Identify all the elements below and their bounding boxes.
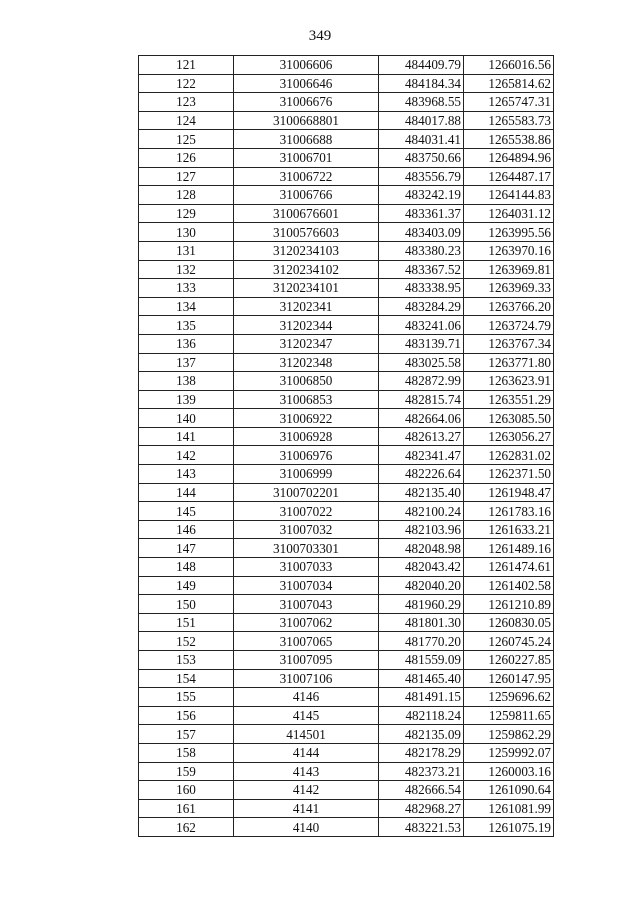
x-coordinate-cell: 483968.55 (379, 93, 464, 112)
row-number-cell: 141 (139, 427, 234, 446)
x-coordinate-cell: 482118.24 (379, 706, 464, 725)
row-number-cell: 156 (139, 706, 234, 725)
y-coordinate-cell: 1264144.83 (464, 186, 554, 205)
table-row (139, 669, 554, 688)
table-row (139, 130, 554, 149)
y-coordinate-cell: 1260003.16 (464, 762, 554, 781)
point-id-cell: 3100668801 (234, 111, 379, 130)
x-coordinate-cell: 482103.96 (379, 520, 464, 539)
y-coordinate-cell: 1265583.73 (464, 111, 554, 130)
table-row (139, 334, 554, 353)
row-number-cell: 162 (139, 818, 234, 837)
table-row (139, 706, 554, 725)
y-coordinate-cell: 1263623.91 (464, 372, 554, 391)
point-id-cell: 31007034 (234, 576, 379, 595)
y-coordinate-cell: 1260227.85 (464, 651, 554, 670)
y-coordinate-cell: 1261474.61 (464, 558, 554, 577)
row-number-cell: 155 (139, 688, 234, 707)
x-coordinate-cell: 482043.42 (379, 558, 464, 577)
y-coordinate-cell: 1262371.50 (464, 465, 554, 484)
y-coordinate-cell: 1261633.21 (464, 520, 554, 539)
table-row (139, 241, 554, 260)
y-coordinate-cell: 1261090.64 (464, 781, 554, 800)
table-row (139, 297, 554, 316)
row-number-cell: 161 (139, 799, 234, 818)
row-number-cell: 148 (139, 558, 234, 577)
table-row (139, 409, 554, 428)
table-row (139, 651, 554, 670)
y-coordinate-cell: 1263771.80 (464, 353, 554, 372)
x-coordinate-cell: 482872.99 (379, 372, 464, 391)
x-coordinate-cell: 482178.29 (379, 743, 464, 762)
row-number-cell: 137 (139, 353, 234, 372)
y-coordinate-cell: 1263056.27 (464, 427, 554, 446)
y-coordinate-cell: 1263766.20 (464, 297, 554, 316)
y-coordinate-cell: 1259992.07 (464, 743, 554, 762)
table-row (139, 111, 554, 130)
point-id-cell: 3100676601 (234, 204, 379, 223)
y-coordinate-cell: 1265814.62 (464, 74, 554, 93)
point-id-cell: 31006853 (234, 390, 379, 409)
row-number-cell: 158 (139, 743, 234, 762)
x-coordinate-cell: 483284.29 (379, 297, 464, 316)
y-coordinate-cell: 1264031.12 (464, 204, 554, 223)
x-coordinate-cell: 483380.23 (379, 241, 464, 260)
x-coordinate-cell: 483139.71 (379, 334, 464, 353)
x-coordinate-cell: 482341.47 (379, 446, 464, 465)
point-id-cell: 31007095 (234, 651, 379, 670)
table-row (139, 688, 554, 707)
point-id-cell: 3100703301 (234, 539, 379, 558)
table-row (139, 260, 554, 279)
table-row (139, 93, 554, 112)
x-coordinate-cell: 483750.66 (379, 148, 464, 167)
table-row (139, 390, 554, 409)
row-number-cell: 157 (139, 725, 234, 744)
x-coordinate-cell: 483367.52 (379, 260, 464, 279)
coordinates-table (138, 55, 554, 837)
x-coordinate-cell: 483242.19 (379, 186, 464, 205)
table-row (139, 223, 554, 242)
x-coordinate-cell: 481491.15 (379, 688, 464, 707)
table-row (139, 725, 554, 744)
row-number-cell: 154 (139, 669, 234, 688)
row-number-cell: 133 (139, 279, 234, 298)
row-number-cell: 129 (139, 204, 234, 223)
y-coordinate-cell: 1261948.47 (464, 483, 554, 502)
table-row (139, 539, 554, 558)
table-row (139, 316, 554, 335)
point-id-cell: 4146 (234, 688, 379, 707)
table-row (139, 558, 554, 577)
point-id-cell: 31006701 (234, 148, 379, 167)
point-id-cell: 31202348 (234, 353, 379, 372)
row-number-cell: 143 (139, 465, 234, 484)
table-row (139, 483, 554, 502)
x-coordinate-cell: 481801.30 (379, 613, 464, 632)
y-coordinate-cell: 1264487.17 (464, 167, 554, 186)
y-coordinate-cell: 1261402.58 (464, 576, 554, 595)
y-coordinate-cell: 1261783.16 (464, 502, 554, 521)
point-id-cell: 4143 (234, 762, 379, 781)
point-id-cell: 31006999 (234, 465, 379, 484)
point-id-cell: 31007062 (234, 613, 379, 632)
y-coordinate-cell: 1260830.05 (464, 613, 554, 632)
x-coordinate-cell: 483221.53 (379, 818, 464, 837)
row-number-cell: 135 (139, 316, 234, 335)
y-coordinate-cell: 1263085.50 (464, 409, 554, 428)
point-id-cell: 3120234101 (234, 279, 379, 298)
table-row (139, 465, 554, 484)
point-id-cell: 31006928 (234, 427, 379, 446)
point-id-cell: 3120234103 (234, 241, 379, 260)
x-coordinate-cell: 481770.20 (379, 632, 464, 651)
table-row (139, 353, 554, 372)
x-coordinate-cell: 483403.09 (379, 223, 464, 242)
point-id-cell: 4142 (234, 781, 379, 800)
y-coordinate-cell: 1265538.86 (464, 130, 554, 149)
row-number-cell: 144 (139, 483, 234, 502)
y-coordinate-cell: 1261210.89 (464, 595, 554, 614)
y-coordinate-cell: 1263995.56 (464, 223, 554, 242)
x-coordinate-cell: 482100.24 (379, 502, 464, 521)
x-coordinate-cell: 482373.21 (379, 762, 464, 781)
row-number-cell: 152 (139, 632, 234, 651)
table-row (139, 595, 554, 614)
y-coordinate-cell: 1263551.29 (464, 390, 554, 409)
table-row (139, 762, 554, 781)
x-coordinate-cell: 483556.79 (379, 167, 464, 186)
y-coordinate-cell: 1261489.16 (464, 539, 554, 558)
y-coordinate-cell: 1263767.34 (464, 334, 554, 353)
point-id-cell: 31007065 (234, 632, 379, 651)
point-id-cell: 3100702201 (234, 483, 379, 502)
row-number-cell: 151 (139, 613, 234, 632)
table-row (139, 74, 554, 93)
x-coordinate-cell: 483338.95 (379, 279, 464, 298)
point-id-cell: 31007033 (234, 558, 379, 577)
table-row (139, 502, 554, 521)
point-id-cell: 31007032 (234, 520, 379, 539)
point-id-cell: 31202341 (234, 297, 379, 316)
point-id-cell: 3100576603 (234, 223, 379, 242)
row-number-cell: 127 (139, 167, 234, 186)
x-coordinate-cell: 484184.34 (379, 74, 464, 93)
point-id-cell: 31006676 (234, 93, 379, 112)
row-number-cell: 121 (139, 56, 234, 75)
point-id-cell: 4141 (234, 799, 379, 818)
table-row (139, 818, 554, 837)
y-coordinate-cell: 1259696.62 (464, 688, 554, 707)
table-row (139, 781, 554, 800)
row-number-cell: 140 (139, 409, 234, 428)
x-coordinate-cell: 483361.37 (379, 204, 464, 223)
x-coordinate-cell: 482226.64 (379, 465, 464, 484)
y-coordinate-cell: 1261081.99 (464, 799, 554, 818)
point-id-cell: 31006922 (234, 409, 379, 428)
point-id-cell: 31006646 (234, 74, 379, 93)
row-number-cell: 150 (139, 595, 234, 614)
point-id-cell: 31006850 (234, 372, 379, 391)
x-coordinate-cell: 481559.09 (379, 651, 464, 670)
x-coordinate-cell: 482968.27 (379, 799, 464, 818)
x-coordinate-cell: 484031.41 (379, 130, 464, 149)
y-coordinate-cell: 1260147.95 (464, 669, 554, 688)
x-coordinate-cell: 482048.98 (379, 539, 464, 558)
y-coordinate-cell: 1259862.29 (464, 725, 554, 744)
point-id-cell: 31202347 (234, 334, 379, 353)
row-number-cell: 139 (139, 390, 234, 409)
row-number-cell: 128 (139, 186, 234, 205)
table-row (139, 279, 554, 298)
table-row (139, 799, 554, 818)
point-id-cell: 31006606 (234, 56, 379, 75)
table-row (139, 204, 554, 223)
point-id-cell: 4145 (234, 706, 379, 725)
table-row (139, 632, 554, 651)
point-id-cell: 4140 (234, 818, 379, 837)
row-number-cell: 125 (139, 130, 234, 149)
point-id-cell: 31007022 (234, 502, 379, 521)
y-coordinate-cell: 1263724.79 (464, 316, 554, 335)
row-number-cell: 123 (139, 93, 234, 112)
table-row (139, 613, 554, 632)
x-coordinate-cell: 483025.58 (379, 353, 464, 372)
table-row (139, 186, 554, 205)
row-number-cell: 160 (139, 781, 234, 800)
x-coordinate-cell: 481465.40 (379, 669, 464, 688)
row-number-cell: 122 (139, 74, 234, 93)
y-coordinate-cell: 1260745.24 (464, 632, 554, 651)
row-number-cell: 149 (139, 576, 234, 595)
row-number-cell: 147 (139, 539, 234, 558)
y-coordinate-cell: 1265747.31 (464, 93, 554, 112)
point-id-cell: 31007106 (234, 669, 379, 688)
y-coordinate-cell: 1261075.19 (464, 818, 554, 837)
y-coordinate-cell: 1264894.96 (464, 148, 554, 167)
x-coordinate-cell: 482135.09 (379, 725, 464, 744)
table-row (139, 446, 554, 465)
row-number-cell: 142 (139, 446, 234, 465)
point-id-cell: 414501 (234, 725, 379, 744)
x-coordinate-cell: 481960.29 (379, 595, 464, 614)
point-id-cell: 31006688 (234, 130, 379, 149)
x-coordinate-cell: 482135.40 (379, 483, 464, 502)
y-coordinate-cell: 1263970.16 (464, 241, 554, 260)
x-coordinate-cell: 484017.88 (379, 111, 464, 130)
point-id-cell: 3120234102 (234, 260, 379, 279)
x-coordinate-cell: 482815.74 (379, 390, 464, 409)
point-id-cell: 31006766 (234, 186, 379, 205)
x-coordinate-cell: 483241.06 (379, 316, 464, 335)
row-number-cell: 136 (139, 334, 234, 353)
row-number-cell: 153 (139, 651, 234, 670)
point-id-cell: 4144 (234, 743, 379, 762)
y-coordinate-cell: 1259811.65 (464, 706, 554, 725)
point-id-cell: 31006722 (234, 167, 379, 186)
row-number-cell: 131 (139, 241, 234, 260)
table-body (139, 56, 554, 837)
row-number-cell: 134 (139, 297, 234, 316)
table-row (139, 576, 554, 595)
table-row (139, 743, 554, 762)
row-number-cell: 138 (139, 372, 234, 391)
point-id-cell: 31006976 (234, 446, 379, 465)
row-number-cell: 146 (139, 520, 234, 539)
x-coordinate-cell: 482666.54 (379, 781, 464, 800)
y-coordinate-cell: 1263969.81 (464, 260, 554, 279)
page-number: 349 (308, 28, 332, 44)
y-coordinate-cell: 1266016.56 (464, 56, 554, 75)
row-number-cell: 145 (139, 502, 234, 521)
row-number-cell: 126 (139, 148, 234, 167)
y-coordinate-cell: 1263969.33 (464, 279, 554, 298)
x-coordinate-cell: 482613.27 (379, 427, 464, 446)
table-row (139, 520, 554, 539)
point-id-cell: 31202344 (234, 316, 379, 335)
x-coordinate-cell: 482040.20 (379, 576, 464, 595)
row-number-cell: 159 (139, 762, 234, 781)
table-row (139, 148, 554, 167)
x-coordinate-cell: 484409.79 (379, 56, 464, 75)
table-row (139, 167, 554, 186)
x-coordinate-cell: 482664.06 (379, 409, 464, 428)
row-number-cell: 132 (139, 260, 234, 279)
y-coordinate-cell: 1262831.02 (464, 446, 554, 465)
table-row (139, 372, 554, 391)
row-number-cell: 124 (139, 111, 234, 130)
row-number-cell: 130 (139, 223, 234, 242)
point-id-cell: 31007043 (234, 595, 379, 614)
table-row (139, 427, 554, 446)
table-row (139, 56, 554, 75)
